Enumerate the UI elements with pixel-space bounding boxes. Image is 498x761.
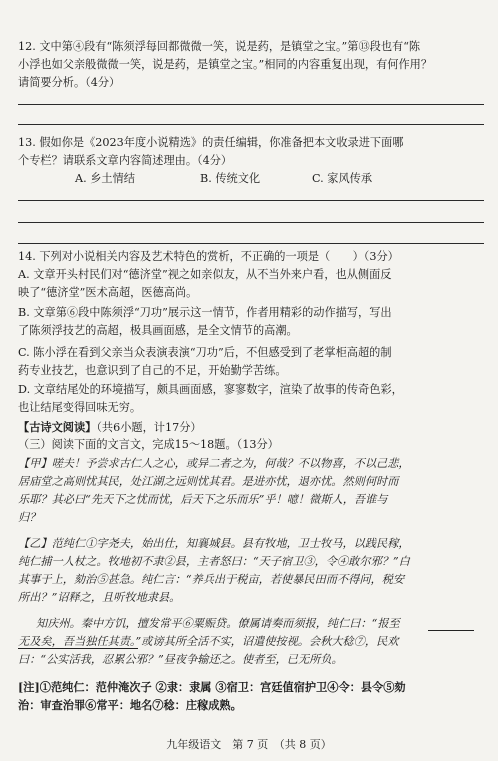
passage-yi-line-7: 曰：“公实活我，忍累公邪？”昼夜争输还之。使者至，已无所负。 [18, 653, 343, 666]
underline-mark [428, 630, 474, 631]
q14-option-d-line-1: D. 文章结尾处的环境描写，颇具画面感，寥寥数字，渲染了故事的传奇色彩， [18, 383, 403, 396]
passage-jia-line-2: 居庙堂之高则忧其民，处江湖之远则忧其君。是进亦忧，退亦忧。然则何时而 [18, 475, 399, 488]
q13-line-2: 个专栏？请联系文章内容简述理由。（4分） [18, 154, 233, 167]
answer-line[interactable] [18, 243, 484, 244]
notes-line-1: [注]①范纯仁：范仲淹次子 ②隶：隶属 ③宿卫：宫廷值宿护卫④令：县令⑤劾 [18, 680, 406, 694]
passage-jia-line-1: 【甲】嗟夫！予尝求古仁人之心，或异二者之为，何哉？不以物喜，不以己悲， [18, 457, 410, 470]
q13-option-b: B. 传统文化 [200, 172, 261, 185]
q14-option-b-line-2: 了陈须浮技艺的高超，极具画面感，是全文情节的高潮。 [18, 324, 298, 337]
q14-option-c-line-2: 药专业技艺，也意识到了自己的不足，开始勤学苦练。 [18, 364, 287, 377]
passage-jia-line-3: 乐耶？其必曰“先天下之忧而忧，后天下之乐而乐”乎！噫！微斯人，吾谁与 [18, 493, 388, 506]
underline-mark [18, 648, 138, 649]
passage-yi-line-1: 【乙】范纯仁①字尧夫，始出仕，知襄城县。县有牧地，卫士牧马，以践民稼， [18, 537, 410, 550]
section-heading-bracket: 【古诗文阅读】 [18, 420, 97, 434]
q14-option-b-line-1: B. 文章第⑥段中陈须浮“刀功”展示这一情节，作者用精彩的动作描写，写出 [18, 306, 392, 319]
q12-line-2: 小浮也如父亲般微微一笑，说是药，是镇堂之宝。”相同的内容重复出现，有何作用？ [18, 58, 433, 71]
q14-option-c-line-1: C. 陈小浮在看到父亲当众表演表演“刀功”后，不但感受到了老掌柜高超的制 [18, 346, 392, 359]
q12-line-1: 12. 文中第④段有“陈须浮每回都微微一笑，说是药，是镇堂之宝。”第⑬段也有“陈 [18, 40, 421, 53]
q12-line-3: 请简要分析。（4分） [18, 76, 121, 89]
section-heading [18, 420, 202, 435]
passage-jia-line-4: 归？ [18, 511, 41, 524]
page-footer: 九年级语文 第 7 页 （共 8 页） [166, 738, 332, 751]
answer-line[interactable] [18, 124, 484, 125]
answer-line[interactable] [18, 222, 484, 223]
subsection-heading: （三）阅读下面的文言文，完成15～18题。（13分） [18, 438, 279, 451]
q14-option-d-line-2: 也让结尾变得回味无穷。 [18, 401, 142, 414]
q14-stem: 14. 下列对小说相关内容及艺术特色的赏析，不正确的一项是（ ）（3分） [18, 250, 399, 263]
answer-line[interactable] [18, 104, 484, 105]
section-heading-score: （共6小题，计17分） [96, 421, 202, 434]
passage-yi-line-6: 无及矣，吾当独任其责。”或谤其所全活不实，诏遣使按视。会秋大稔⑦，民欢 [18, 635, 399, 648]
q14-option-a-line-2: 映了“德济堂”医术高超，医德高尚。 [18, 286, 198, 299]
passage-yi-line-5: 知庆州。秦中方饥，擅发常平⑥粟赈贷。僚属请奏而须报，纯仁曰：“报至 [36, 617, 400, 630]
passage-yi-line-2: 纯仁捕一人杖之。牧地初不隶②县，主者怒曰：“天子宿卫③，令④敢尔邪？”白 [18, 555, 410, 568]
notes-line-2: 治：审查治罪⑥常平：地名⑦稔：庄稼成熟。 [18, 698, 242, 712]
passage-yi-line-3: 其事于上，劾治⑤甚急。纯仁言：“养兵出于税亩，若使暴民田而不得问，税安 [18, 573, 405, 586]
q13-option-c: C. 家风传承 [312, 172, 373, 185]
answer-line[interactable] [18, 200, 484, 201]
q14-option-a-line-1: A. 文章开头村民们对“德济堂”视之如亲似友，从不当外来户看，也从侧面反 [18, 268, 392, 281]
q13-line-1: 13. 假如你是《2023年度小说精选》的责任编辑，你准备把本文收录进下面哪 [18, 136, 404, 149]
passage-yi-line-4: 所出？”诏释之，且听牧地隶县。 [18, 591, 181, 604]
q13-option-a: A. 乡土情结 [75, 172, 135, 185]
